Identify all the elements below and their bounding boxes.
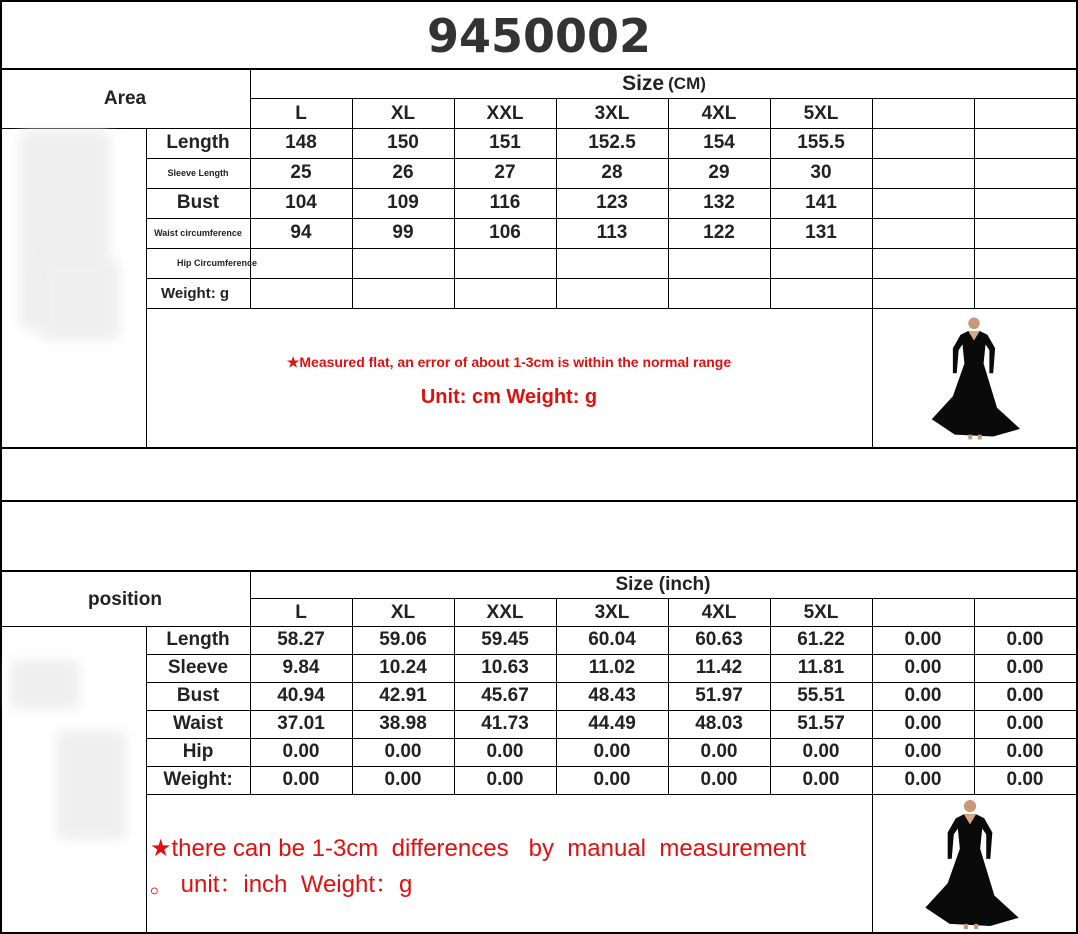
col-rule [872,598,873,794]
cell-value: 0.00 [904,657,942,678]
col-rule [352,598,353,794]
cell-value: 0.00 [384,741,422,762]
cell-value: 11.42 [695,657,743,678]
cell-value [770,278,872,308]
col-rule [352,98,353,308]
cell-value [872,188,974,218]
cell-value [668,278,770,308]
cell-value [556,278,668,308]
cell-value: 0.00 [1006,685,1044,706]
cell-value: 122 [703,222,735,243]
cell-value: 0.00 [1006,769,1044,790]
cell-value: 44.49 [588,713,636,734]
cell-value: 0.00 [593,741,631,762]
cell-value: 60.04 [588,629,636,650]
cell-value: 58.27 [277,629,325,650]
cell-value: 42.91 [379,685,427,706]
cell-value: 141 [805,192,837,213]
page-title: 9450002 [426,9,652,63]
cell-value: 0.00 [384,769,422,790]
cell-value: 10.24 [379,657,427,678]
cell-value: 94 [290,222,312,243]
measure-note: ★Measured flat, an error of about 1-3cm is within the normal range [286,353,732,370]
cell-value [974,158,1076,188]
row-label: Length [166,132,230,153]
col-rule [668,598,669,794]
col-rule [770,98,771,308]
col-rule [872,308,873,448]
cell-value [872,128,974,158]
size-col-header: XXL [486,601,524,623]
cell-value: 0.00 [282,741,320,762]
cell-value: 104 [285,192,317,213]
cell-value: 61.22 [797,629,845,650]
cell-value: 0.00 [802,769,840,790]
cell-value: 40.94 [277,685,325,706]
size-col-header: 4XL [701,601,737,623]
size-col-header: 5XL [803,601,839,623]
cell-value: 27 [494,162,516,183]
cell-value: 154 [703,132,735,153]
size-col-header: L [295,102,307,124]
border-left [0,0,2,450]
size-col-header: L [295,601,307,623]
size-header-inch: Size (inch) [615,574,711,595]
cell-value [974,218,1076,248]
size-header [250,70,1078,98]
dress-product-image [918,798,1022,930]
cell-value: 9.84 [282,657,320,678]
row-rule [146,794,1076,795]
cell-value: 150 [387,132,419,153]
size-col-header: 3XL [594,102,630,124]
cell-value: 0.00 [486,741,524,762]
cell-value: 151 [489,132,521,153]
row-label: Waist circumference [154,228,242,238]
cell-value: 51.97 [695,685,743,706]
cell-value: 29 [708,162,730,183]
cell-value [872,248,974,278]
cell-value [974,278,1076,308]
cell-value: 11.02 [588,657,636,678]
cell-value [250,278,352,308]
inch-note: ★there can be 1-3cm differences by manual measurement [150,834,807,862]
cell-value: 0.00 [282,769,320,790]
cell-value [454,248,556,278]
cell-value: 106 [489,222,521,243]
cell-value: 0.00 [904,685,942,706]
row-label: Sleeve [167,657,229,678]
cell-value [454,278,556,308]
cell-value: 0.00 [700,741,738,762]
col-rule [454,598,455,794]
cell-value: 113 [596,222,628,243]
border-left [0,448,2,934]
cell-value [974,128,1076,158]
col-rule [872,794,873,934]
cell-value: 10.63 [481,657,529,678]
col-rule [770,598,771,794]
cell-value [974,188,1076,218]
row-label: Weight: g [161,284,230,302]
cell-value: 132 [703,192,735,213]
col-rule [668,98,669,308]
col-rule [556,98,557,308]
size-col-header: 3XL [594,601,630,623]
cell-value: 0.00 [802,741,840,762]
cell-value [872,158,974,188]
cell-value: 25 [290,162,312,183]
cell-value: 45.67 [481,685,529,706]
size-col-header: XXL [486,102,524,124]
cell-value: 51.57 [797,713,845,734]
row-label: Hip [182,741,214,762]
cell-value: 0.00 [1006,741,1044,762]
cell-value [974,248,1076,278]
cell-value: 59.45 [481,629,529,650]
size-col-header: 5XL [803,102,839,124]
col-rule [974,98,975,308]
cell-value: 0.00 [486,769,524,790]
cell-value: 131 [805,222,837,243]
size-col-header [872,599,974,626]
cell-value: 99 [392,222,414,243]
position-label: position [88,588,162,610]
cell-value [352,248,454,278]
cell-value: 123 [596,192,628,213]
cell-value: 30 [810,162,832,183]
row-rule [146,308,1076,309]
cell-value: 11.81 [797,657,845,678]
cell-value: 155.5 [797,132,845,153]
cell-value: 28 [601,162,623,183]
cell-value: 0.00 [1006,629,1044,650]
cell-value: 0.00 [593,769,631,790]
unit-note: Unit: cm Weight: g [420,385,598,408]
cell-value: 0.00 [904,741,942,762]
cell-value: 0.00 [904,713,942,734]
cell-value: 109 [387,192,419,213]
row-label: Waist [173,713,223,734]
size-col-header: XL [390,601,416,623]
cell-value: 41.73 [481,713,529,734]
cell-value: 26 [392,162,414,183]
inch-unit-note: 。 unit：inch Weight：g [150,870,413,898]
size-col-header [974,99,1076,128]
cell-value: 0.00 [904,769,942,790]
blurred-product-image [56,730,126,840]
row-label: Length [166,629,230,650]
row-label: Sleeve Length [167,168,229,178]
cell-value [352,278,454,308]
rule [0,500,1078,502]
area-label: Area [103,88,147,109]
cell-value [770,248,872,278]
size-col-header: XL [390,102,416,124]
cell-value: 55.51 [797,685,845,706]
cell-value [872,278,974,308]
col-rule [146,626,147,934]
cell-value: 48.03 [695,713,743,734]
row-label: Weight: [163,769,233,790]
cell-value: 0.00 [700,769,738,790]
cell-value [872,218,974,248]
col-rule [974,598,975,794]
blurred-product-image [10,660,80,710]
cell-value [250,248,352,278]
cell-value: 48.43 [588,685,636,706]
size-col-header [872,99,974,128]
cell-value: 38.98 [379,713,427,734]
cell-value [556,248,668,278]
cell-value: 152.5 [588,132,636,153]
size-col-header [974,599,1076,626]
cell-value: 148 [285,132,317,153]
border-top [0,0,1078,2]
row-label: Hip Circumference [177,258,258,268]
cell-value: 0.00 [1006,657,1044,678]
cell-value: 0.00 [1006,713,1044,734]
rule [0,447,1078,449]
dress-product-image [926,314,1022,442]
col-rule [872,98,873,308]
cell-value: 37.01 [277,713,325,734]
size-col-header: 4XL [701,102,737,124]
row-label: Bust [176,685,220,706]
size-header-unit: (CM) [668,74,706,93]
blurred-product-image [40,260,120,340]
cell-value [668,248,770,278]
cell-value: 116 [489,192,521,213]
cell-value: 60.63 [695,629,743,650]
cell-value: 59.06 [379,629,427,650]
col-rule [454,98,455,308]
row-label: Bust [176,192,220,213]
size-header-label: Size [622,72,665,95]
col-rule [556,598,557,794]
cell-value: 0.00 [904,629,942,650]
